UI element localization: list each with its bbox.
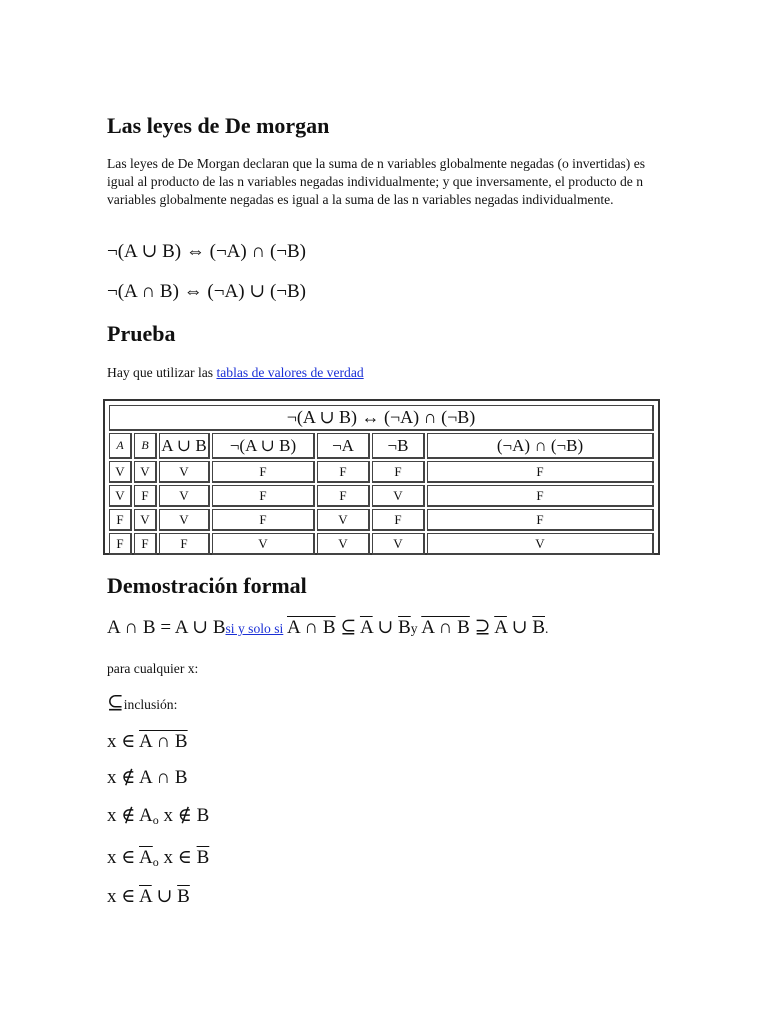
step-5-bar-a: $\overline{A}$ — [139, 886, 152, 907]
table-row — [109, 461, 654, 483]
step-4-bar-b: $\overline{B}$ — [196, 847, 210, 868]
header-not-a-or-b: ¬(A ∪ B) — [212, 433, 315, 459]
step-1-x: x ∈ — [107, 731, 140, 752]
table-cell: F — [134, 485, 157, 507]
intro-paragraph: Las leyes de De Morgan declaran que la suma de n variables globalmente negadas (o invertidas) es igual al producto de las n variables negadas individualmente; y que inversamente, el producto de n variables globalmente negadas es igual a la suma de las n variables negadas individualmente. — [107, 156, 646, 207]
table-row — [109, 509, 654, 531]
table-cell: V — [427, 533, 654, 555]
table-cell: F — [134, 533, 157, 555]
header-a-or-b: A ∪ B — [159, 433, 210, 459]
law-1-formula: ¬(A ∪ B) ⇔ (¬A) ∩ (¬B) — [107, 241, 306, 262]
table-cell: V — [372, 485, 425, 507]
table-caption-row — [109, 405, 654, 431]
table-cell: F — [109, 533, 132, 555]
supset-symbol: ⊇ — [469, 617, 495, 638]
step-3-b: x ∉ B — [158, 805, 210, 826]
step-4 — [107, 846, 209, 870]
demo-equation — [107, 616, 548, 639]
table-cell: V — [109, 485, 132, 507]
bar-b: $\overline{B}$ — [398, 617, 411, 638]
subset-icon: ⊆ — [107, 692, 124, 714]
step-5-x: x ∈ — [107, 886, 140, 907]
table-cell: V — [134, 509, 157, 531]
table-cell: V — [134, 461, 157, 483]
table-cell: F — [427, 461, 654, 483]
step-3-a: x ∉ A — [107, 805, 153, 826]
page-title: Las leyes de De morgan — [107, 113, 330, 138]
demo-heading: Demostración formal — [107, 573, 307, 598]
table-cell: F — [372, 461, 425, 483]
subset-symbol: ⊆ — [335, 617, 360, 638]
para-x-text: para cualquier x: — [107, 661, 199, 676]
demo-eq-complement-b: A ∩ B — [421, 617, 470, 638]
period: . — [545, 621, 549, 636]
demo-eq-left: A ∩ B = A ∪ B — [107, 617, 226, 638]
step-5 — [107, 885, 190, 908]
truth-tables-link[interactable]: tablas de valores de verdad — [216, 365, 364, 380]
table-cell: V — [317, 533, 370, 555]
header-a: A — [109, 433, 132, 459]
step-3 — [107, 804, 209, 828]
table-cell: F — [212, 485, 315, 507]
table-cell: V — [317, 509, 370, 531]
table-cell: F — [159, 533, 210, 555]
step-1-complement: A ∩ B — [139, 731, 188, 752]
table-cell: V — [159, 509, 210, 531]
table-cell: V — [109, 461, 132, 483]
table-cell: V — [159, 485, 210, 507]
table-cell: V — [212, 533, 315, 555]
table-row — [109, 485, 654, 507]
table-cell: V — [159, 461, 210, 483]
step-5-cup: ∪ — [151, 886, 178, 907]
demo-eq-complement-a: A ∩ B — [287, 617, 336, 638]
table-cell: V — [372, 533, 425, 555]
bar-b-2: $\overline{B}$ — [532, 617, 545, 638]
step-5-bar-b: $\overline{B}$ — [177, 886, 190, 907]
step-3-or: o — [152, 813, 159, 827]
header-b: B — [134, 433, 157, 459]
table-row — [109, 533, 654, 555]
step-4-x: x ∈ — [107, 847, 140, 868]
inclusion-label — [107, 694, 652, 714]
truth-table — [103, 399, 660, 555]
inclusion-text: inclusión: — [123, 697, 178, 712]
table-cell: F — [427, 509, 654, 531]
header-not-a: ¬A — [317, 433, 370, 459]
bar-a-2: $\overline{A}$ — [494, 617, 507, 638]
table-cell: F — [372, 509, 425, 531]
table-cell: F — [317, 461, 370, 483]
table-header-row — [109, 433, 654, 459]
step-4-x2: x ∈ — [158, 847, 197, 868]
and-word: y — [410, 621, 418, 636]
table-cell: F — [109, 509, 132, 531]
step-1 — [107, 730, 188, 753]
step-2: x ∉ A ∩ B — [107, 767, 188, 788]
iff-link[interactable]: si y solo si — [225, 621, 284, 636]
header-not-b: ¬B — [372, 433, 425, 459]
table-cell: F — [317, 485, 370, 507]
bar-a: $\overline{A}$ — [359, 617, 373, 638]
step-4-bar-a: $\overline{A}$ — [139, 847, 153, 868]
table-cell: F — [212, 509, 315, 531]
prueba-text-lead: Hay que utilizar las — [107, 365, 217, 380]
cup-symbol-2: ∪ — [506, 617, 533, 638]
cup-symbol: ∪ — [372, 617, 399, 638]
step-4-or: o — [152, 855, 159, 869]
table-cell: F — [427, 485, 654, 507]
table-cell: F — [212, 461, 315, 483]
header-not-a-and-not-b: (¬A) ∩ (¬B) — [427, 433, 654, 459]
table-caption: ¬(A ∪ B) ↔ (¬A) ∩ (¬B) — [109, 405, 654, 431]
law-2-formula: ¬(A ∩ B) ⇔ (¬A) ∪ (¬B) — [107, 281, 306, 302]
prueba-text — [107, 364, 652, 382]
truth-table-grid — [107, 403, 656, 557]
prueba-heading: Prueba — [107, 321, 176, 346]
